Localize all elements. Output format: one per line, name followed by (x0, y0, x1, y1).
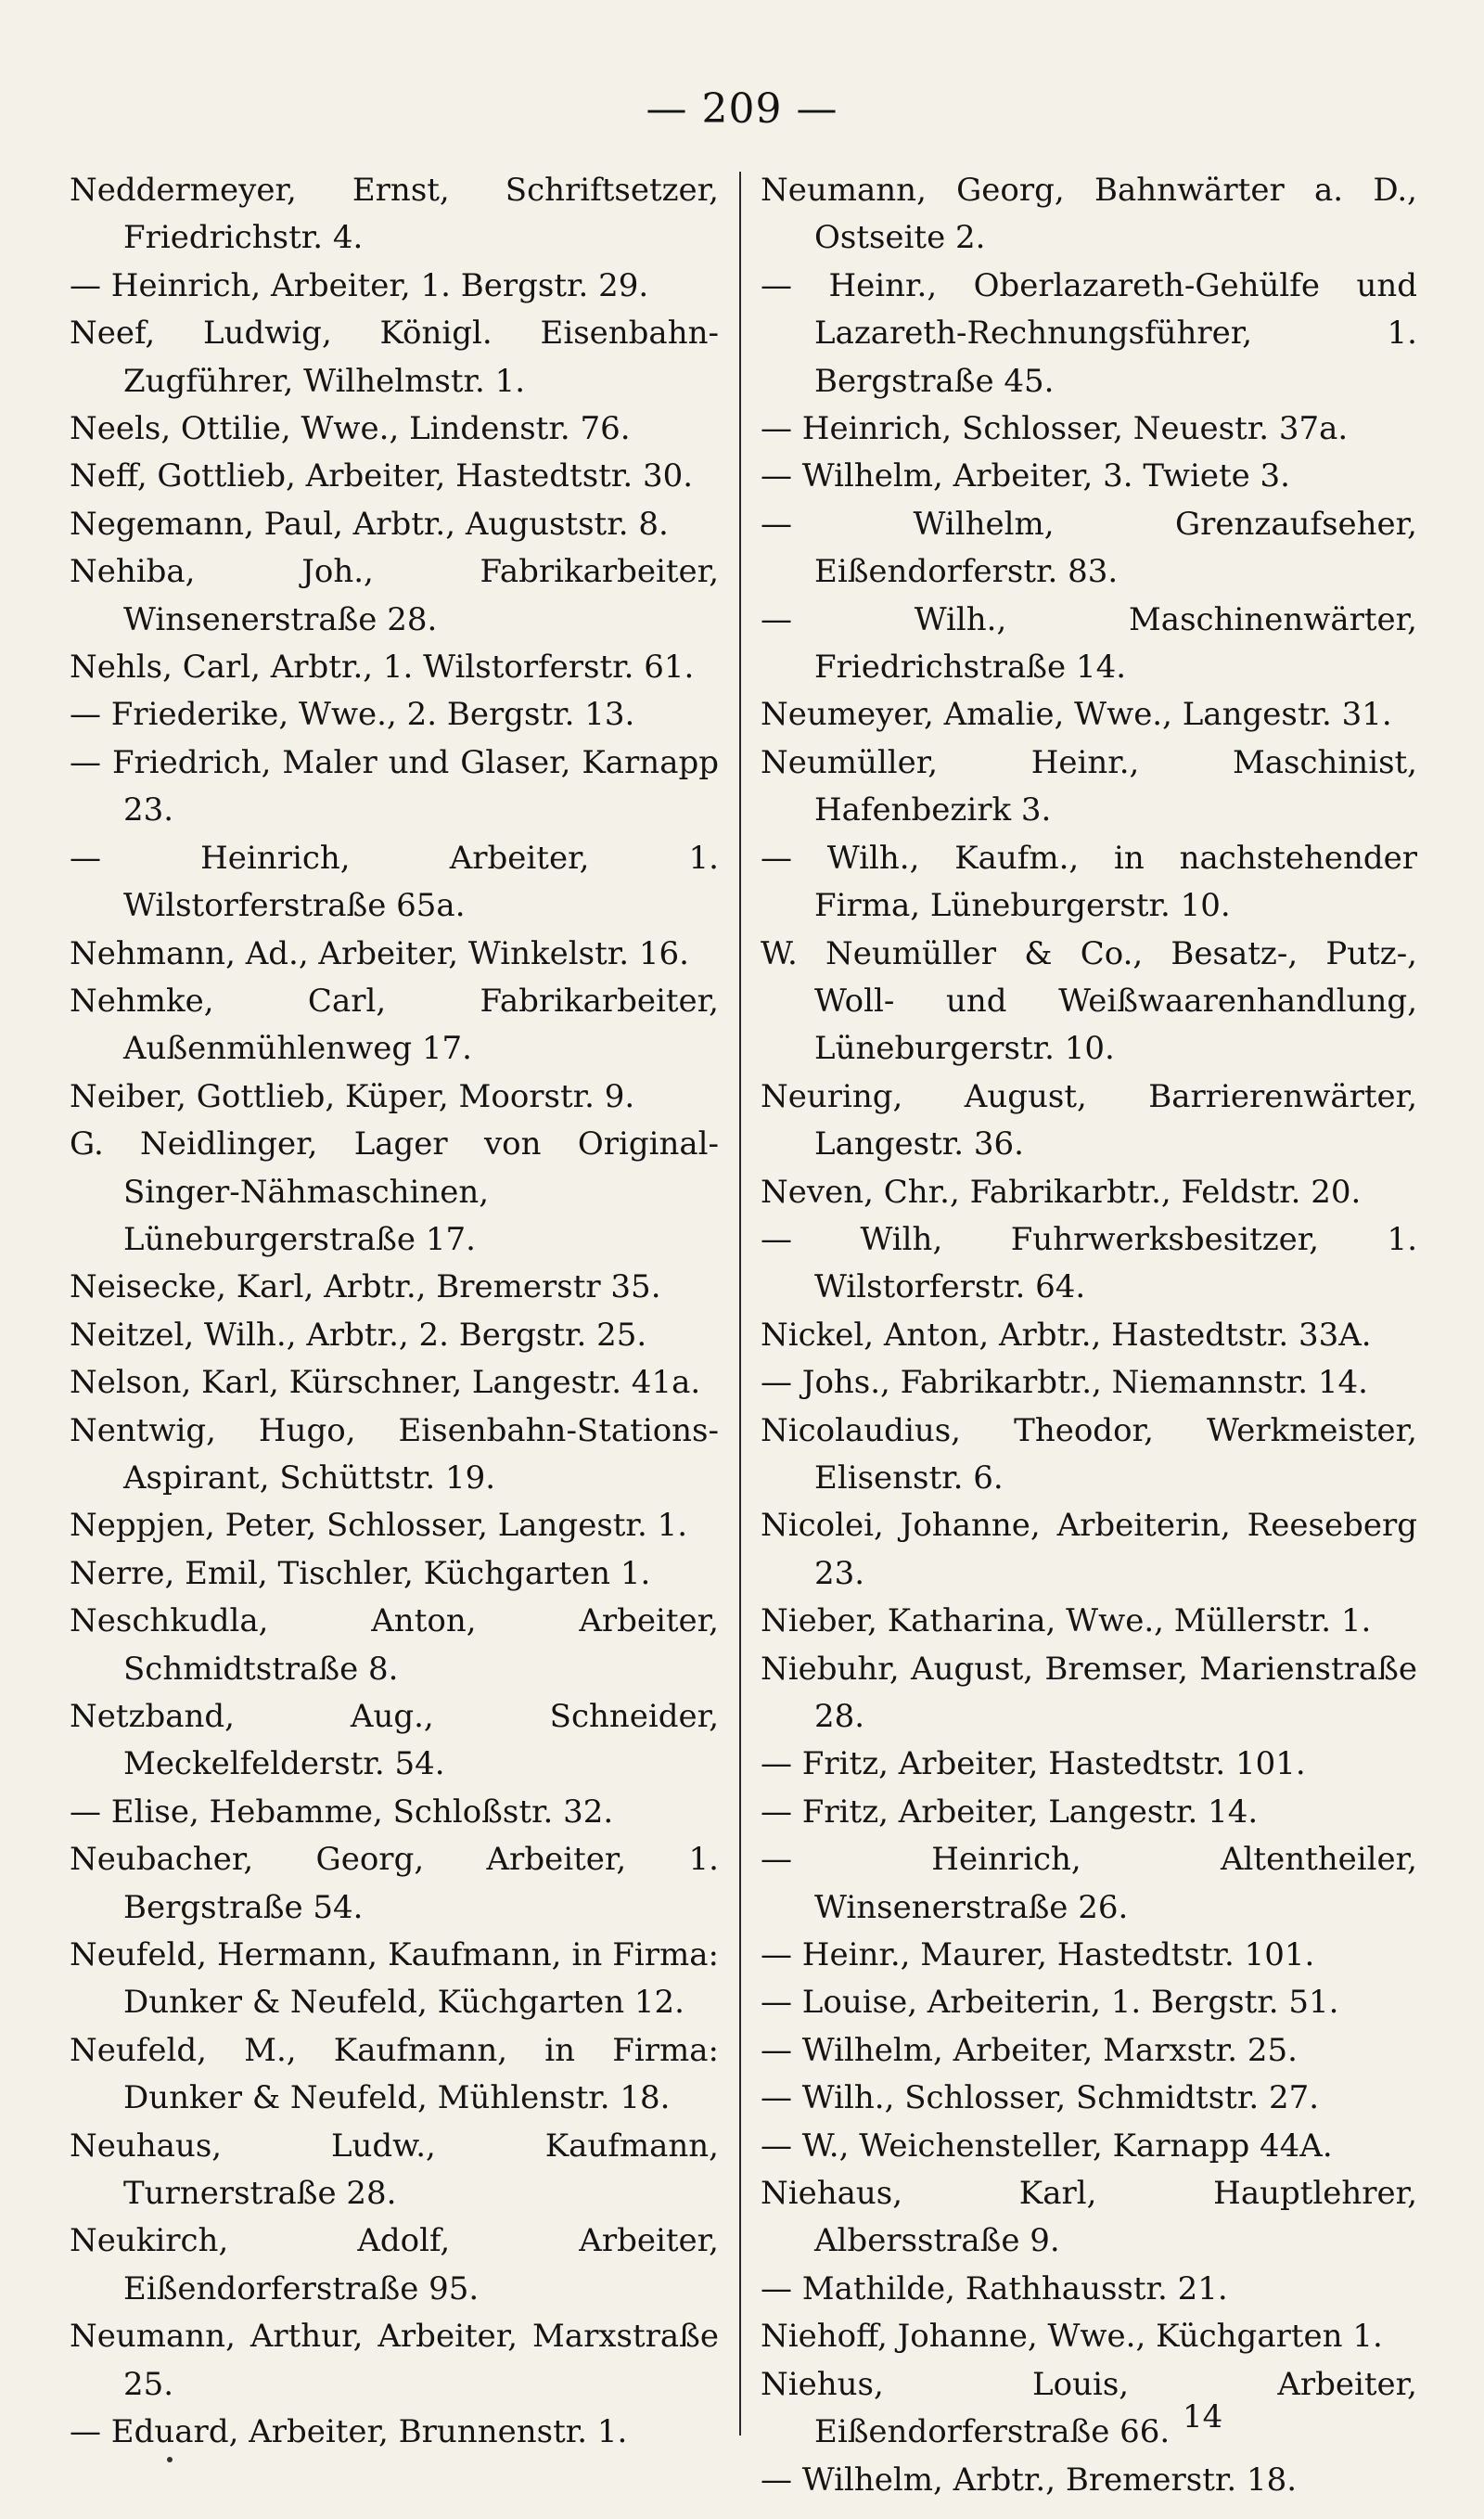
directory-entry: — Wilh., Schlosser, Schmidtstr. 27. (761, 2079, 1320, 2117)
column-divider (739, 172, 741, 2435)
directory-entry: — Mathilde, Rathhausstr. 21. (761, 2269, 1228, 2307)
directory-entry: Neukirch, Adolf, Arbeiter, Eißendorferstraße 95. (70, 2222, 719, 2307)
directory-entry: Netzband, Aug., Schneider, Meckelfelderstr. 54. (70, 1698, 719, 1783)
directory-entry: Neiber, Gottlieb, Küper, Moorstr. 9. (70, 1077, 635, 1115)
directory-entry: Neschkudla, Anton, Arbeiter, Schmidtstraße 8. (70, 1602, 719, 1688)
directory-entry: Nehiba, Joh., Fabrikarbeiter, Winsenerstraße 28. (70, 553, 719, 638)
directory-entry: — Heinrich, Arbeiter, 1. Bergstr. 29. (70, 266, 649, 304)
directory-entry: Neumüller, Heinr., Maschinist, Hafenbezirk 3. (761, 743, 1417, 829)
directory-entry: G. Neidlinger, Lager von Original-Singer-Nähmaschinen, Lüneburgerstraße 17. (70, 1125, 719, 1258)
directory-entry: — Fritz, Arbeiter, Hastedtstr. 101. (761, 1745, 1306, 1783)
directory-entry: Neef, Ludwig, Königl. Eisenbahn-Zugführer, Wilhelmstr. 1. (70, 315, 719, 400)
directory-entry: Nerre, Emil, Tischler, Küchgarten 1. (70, 1554, 651, 1592)
directory-entry: Nehls, Carl, Arbtr., 1. Wilstorferstr. 61. (70, 649, 695, 687)
print-speck (167, 2457, 173, 2462)
directory-entry: Neppjen, Peter, Schlosser, Langestr. 1. (70, 1507, 688, 1545)
directory-entry: — Wilh, Fuhrwerksbesitzer, 1. Wilstorferstr. 64. (761, 1220, 1417, 1306)
directory-entry: — Johs., Fabrikarbtr., Niemannstr. 14. (761, 1364, 1368, 1402)
directory-entry: Neven, Chr., Fabrikarbtr., Feldstr. 20. (761, 1173, 1362, 1211)
directory-entry: Niehaus, Karl, Hauptlehrer, Albersstraße 9. (761, 2175, 1417, 2260)
directory-entry: Neubacher, Georg, Arbeiter, 1. Bergstraße 54. (70, 1841, 719, 1926)
directory-entry: Niehoff, Johanne, Wwe., Küchgarten 1. (761, 2318, 1383, 2356)
signature-mark: 14 (1183, 2398, 1223, 2435)
directory-entry: — Wilh., Kaufm., in nachstehender Firma, Lüneburgerstr. 10. (761, 839, 1417, 925)
directory-entry: Neuhaus, Ludw., Kaufmann, Turnerstraße 28. (70, 2127, 719, 2213)
directory-entry: — Wilhelm, Arbeiter, Marxstr. 25. (761, 2031, 1298, 2069)
directory-entry: Neufeld, Hermann, Kaufmann, in Firma: Dunker & Neufeld, Küchgarten 12. (70, 1936, 719, 2022)
directory-entry: — Heinrich, Altentheiler, Winsenerstraße 26. (761, 1841, 1417, 1926)
directory-entry: — Wilhelm, Arbtr., Bremerstr. 18. (761, 2461, 1298, 2499)
directory-entry: Nehmke, Carl, Fabrikarbeiter, Außenmühlenweg 17. (70, 982, 719, 1068)
directory-entry: Neumann, Arthur, Arbeiter, Marxstraße 25. (70, 2318, 719, 2403)
directory-entry: Nieber, Katharina, Wwe., Müllerstr. 1. (761, 1602, 1372, 1640)
left-column (70, 167, 719, 2457)
directory-entry: Neumeyer, Amalie, Wwe., Langestr. 31. (761, 696, 1392, 734)
directory-entry: W. Neumüller & Co., Besatz-, Putz-, Woll- und Weißwaarenhandlung, Lüneburgerstr. 10. (761, 934, 1417, 1068)
directory-entry: — Eduard, Arbeiter, Brunnenstr. 1. (70, 2413, 628, 2451)
directory-entry: — Wilh., Maschinenwärter, Friedrichstraße 14. (761, 600, 1417, 687)
directory-entry: Nelson, Karl, Kürschner, Langestr. 41a. (70, 1364, 701, 1402)
directory-entry: Nicolei, Johanne, Arbeiterin, Reeseberg 23. (761, 1507, 1417, 1592)
directory-entry: Nehmann, Ad., Arbeiter, Winkelstr. 16. (70, 934, 689, 972)
right-column (761, 167, 1417, 2504)
directory-entry: Nentwig, Hugo, Eisenbahn-Stations-Aspirant, Schüttstr. 19. (70, 1411, 719, 1497)
directory-entry: Niebuhr, August, Bremser, Marienstraße 28. (761, 1650, 1417, 1735)
directory-entry: — Wilhelm, Arbeiter, 3. Twiete 3. (761, 457, 1290, 495)
directory-entry: Neff, Gottlieb, Arbeiter, Hastedtstr. 30. (70, 457, 694, 495)
directory-entry: Neumann, Georg, Bahnwärter a. D., Ostseite 2. (761, 172, 1417, 257)
directory-entry: Neddermeyer, Ernst, Schriftsetzer, Friedrichstr. 4. (70, 172, 719, 257)
directory-entry: — Heinr., Oberlazareth-Gehülfe und Lazareth-Rechnungsführer, 1. Bergstraße 45. (761, 266, 1417, 400)
directory-entry: Neufeld, M., Kaufmann, in Firma: Dunker & Neufeld, Mühlenstr. 18. (70, 2031, 719, 2117)
directory-entry: Nickel, Anton, Arbtr., Hastedtstr. 33A. (761, 1316, 1372, 1354)
directory-entry: — Fritz, Arbeiter, Langestr. 14. (761, 1793, 1259, 1831)
directory-entry: — Friedrich, Maler und Glaser, Karnapp 23. (70, 743, 719, 829)
directory-entry: — Heinr., Maurer, Hastedtstr. 101. (761, 1936, 1315, 1974)
directory-entry: — Wilhelm, Grenzaufseher, Eißendorferstr. 83. (761, 505, 1417, 591)
directory-entry: — Elise, Hebamme, Schloßstr. 32. (70, 1793, 614, 1831)
directory-entry: Neels, Ottilie, Wwe., Lindenstr. 76. (70, 410, 631, 448)
directory-entry: Neuring, August, Barrierenwärter, Langestr. 36. (761, 1077, 1417, 1163)
directory-entry: Neitzel, Wilh., Arbtr., 2. Bergstr. 25. (70, 1316, 647, 1354)
directory-entry: Negemann, Paul, Arbtr., Auguststr. 8. (70, 505, 669, 543)
page-number: — 209 — (646, 85, 838, 133)
directory-entry: Neisecke, Karl, Arbtr., Bremerstr 35. (70, 1268, 661, 1306)
directory-entry: — Heinrich, Arbeiter, 1. Wilstorferstraße 65a. (70, 839, 719, 925)
directory-entry: — W., Weichensteller, Karnapp 44A. (761, 2127, 1333, 2165)
directory-entry: Nicolaudius, Theodor, Werkmeister, Elisenstr. 6. (761, 1411, 1417, 1497)
directory-entry: — Friederike, Wwe., 2. Bergstr. 13. (70, 696, 635, 734)
directory-entry: — Heinrich, Schlosser, Neuestr. 37a. (761, 410, 1349, 448)
directory-entry: Niehus, Louis, Arbeiter, Eißendorferstraße 66. (761, 2365, 1417, 2451)
directory-entry: — Louise, Arbeiterin, 1. Bergstr. 51. (761, 1984, 1339, 2022)
